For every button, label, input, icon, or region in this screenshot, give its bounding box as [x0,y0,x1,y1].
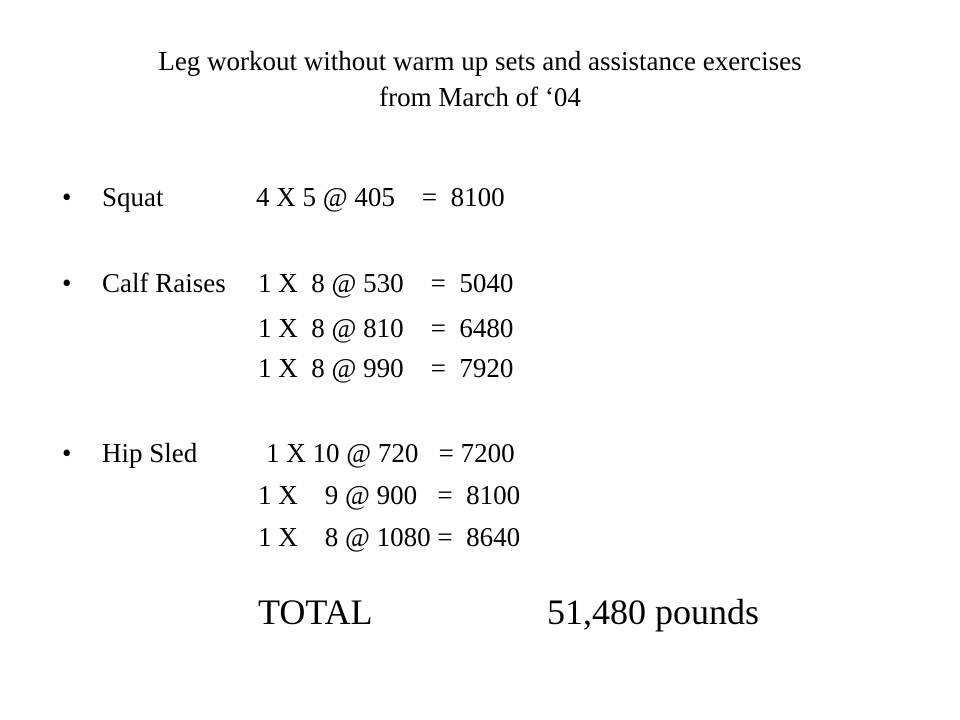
exercise-name-calf-raises: Calf Raises [102,268,226,298]
set-line: 1 X 8 @ 810 = 6480 [258,313,514,343]
bullet-icon: • [62,268,72,298]
set-line: 1 X 8 @ 530 = 5040 [258,268,514,298]
bullet-icon: • [62,182,72,212]
exercise-name-hip-sled: Hip Sled [102,438,198,468]
set-line: 1 X 9 @ 900 = 8100 [258,480,521,510]
title-line-1: Leg workout without warm up sets and assistance exercises [158,46,802,76]
set-line: 1 X 10 @ 720 = 7200 [266,438,515,468]
exercise-name-squat: Squat [102,182,164,212]
total-value: 51,480 pounds [547,592,760,632]
title-line-2: from March of ‘04 [379,82,581,112]
set-line: 4 X 5 @ 405 = 8100 [256,182,505,212]
set-line: 1 X 8 @ 990 = 7920 [258,353,514,383]
total-label: TOTAL [258,592,373,632]
slide-title [80,43,880,115]
set-line: 1 X 8 @ 1080 = 8640 [258,522,521,552]
bullet-icon: • [62,438,72,468]
